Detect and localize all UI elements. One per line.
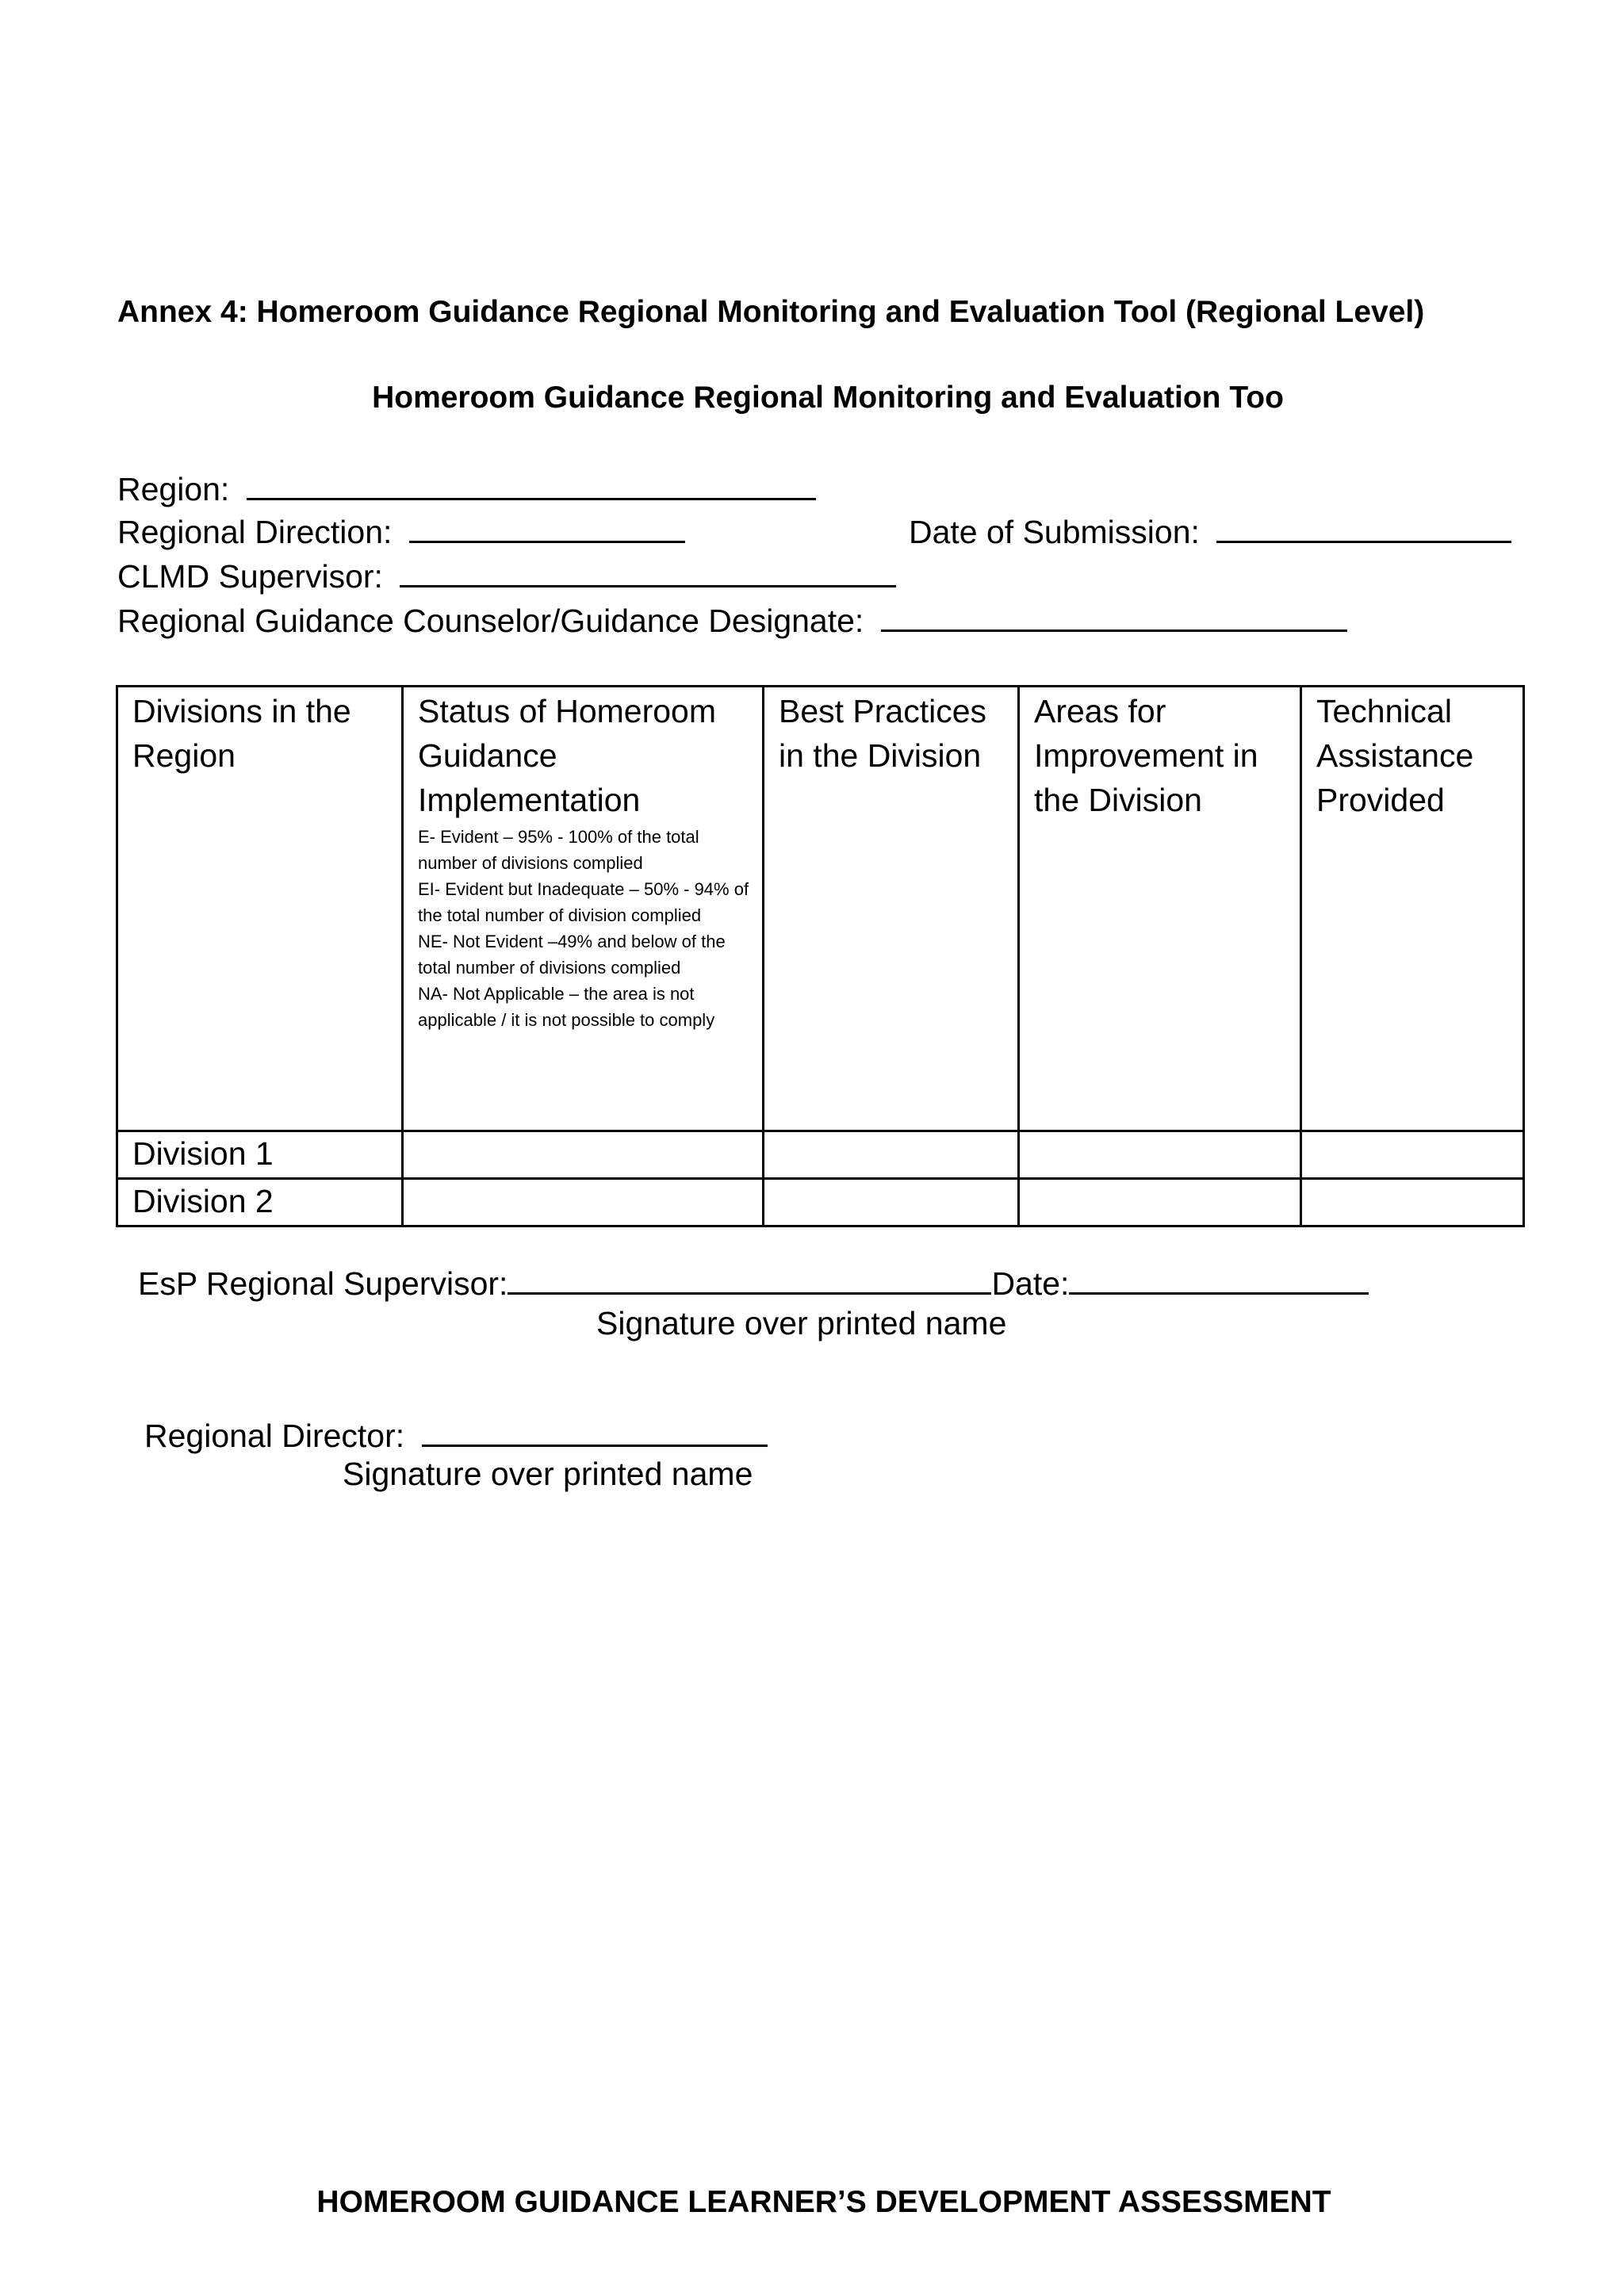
clmd-supervisor-label: CLMD Supervisor: [117, 558, 383, 595]
regional-director-signature [144, 1418, 768, 1455]
table-row [117, 1131, 1524, 1179]
division-2-assistance-cell[interactable] [1301, 1179, 1524, 1226]
header-status [403, 687, 764, 1131]
legend-not-evident: NE- Not Evident –49% and below of the total number of divisions complied [418, 932, 726, 978]
counselor-field [117, 603, 1347, 640]
esp-supervisor-signature-line[interactable] [508, 1267, 991, 1295]
division-1-status-cell[interactable] [403, 1131, 764, 1179]
legend-evident-inadequate: EI- Evident but Inadequate – 50% - 94% of the total number of division complied [418, 879, 749, 925]
clmd-supervisor-field [117, 558, 896, 595]
regional-director-label: Regional Director: [144, 1418, 405, 1454]
signature-date-line[interactable] [1069, 1267, 1369, 1295]
division-2-name: Division 2 [117, 1179, 403, 1226]
division-2-status-cell[interactable] [403, 1179, 764, 1226]
date-of-submission-field [909, 514, 1511, 551]
form-title: Homeroom Guidance Regional Monitoring and Evaluation Too [372, 381, 1284, 415]
signature-caption-2: Signature over printed name [343, 1456, 753, 1492]
regional-direction-input-line[interactable] [409, 515, 685, 543]
region-label: Region: [117, 471, 230, 507]
header-status-label: Status of Homeroom Guidance Implementation [418, 693, 716, 818]
header-best-practices-label: Best Practices in the Division [779, 693, 987, 774]
regional-direction-label: Regional Direction: [117, 514, 393, 550]
division-1-assistance-cell[interactable] [1301, 1131, 1524, 1179]
regional-director-signature-line[interactable] [422, 1419, 768, 1447]
esp-supervisor-label: EsP Regional Supervisor: [138, 1265, 508, 1302]
annex-title: Annex 4: Homeroom Guidance Regional Monitoring and Evaluation Tool (Regional Level) [117, 295, 1425, 329]
clmd-supervisor-input-line[interactable] [400, 560, 896, 587]
monitoring-table [116, 685, 1525, 1227]
header-areas-improvement [1019, 687, 1301, 1131]
legend-not-applicable: NA- Not Applicable – the area is not applicable / it is not possible to comply [418, 984, 715, 1030]
division-1-areas-cell[interactable] [1019, 1131, 1301, 1179]
header-areas-improvement-label: Areas for Improvement in the Division [1034, 693, 1258, 818]
division-1-best-practices-cell[interactable] [764, 1131, 1019, 1179]
date-of-submission-input-line[interactable] [1216, 515, 1511, 543]
regional-direction-field [117, 514, 685, 551]
esp-supervisor-signature [138, 1265, 1369, 1303]
header-divisions-label: Divisions in the Region [132, 693, 351, 774]
table-header-row [117, 687, 1524, 1131]
date-of-submission-label: Date of Submission: [909, 514, 1200, 550]
footer-title: HOMEROOM GUIDANCE LEARNER’S DEVELOPMENT ASSESSMENT [316, 2185, 1331, 2219]
region-field [117, 471, 816, 508]
status-legend [418, 824, 762, 1033]
signature-date-label: Date: [991, 1265, 1070, 1302]
division-2-areas-cell[interactable] [1019, 1179, 1301, 1226]
signature-caption-1: Signature over printed name [596, 1305, 1007, 1341]
header-technical-assistance [1301, 687, 1524, 1131]
division-2-best-practices-cell[interactable] [764, 1179, 1019, 1226]
division-1-name: Division 1 [117, 1131, 403, 1179]
header-best-practices [764, 687, 1019, 1131]
counselor-input-line[interactable] [881, 604, 1347, 632]
header-technical-assistance-label: Technical Assistance Provided [1316, 693, 1474, 818]
legend-evident: E- Evident – 95% - 100% of the total number of divisions complied [418, 827, 699, 873]
table-row [117, 1179, 1524, 1226]
region-input-line[interactable] [247, 473, 816, 500]
header-divisions [117, 687, 403, 1131]
counselor-label: Regional Guidance Counselor/Guidance Designate: [117, 603, 864, 639]
